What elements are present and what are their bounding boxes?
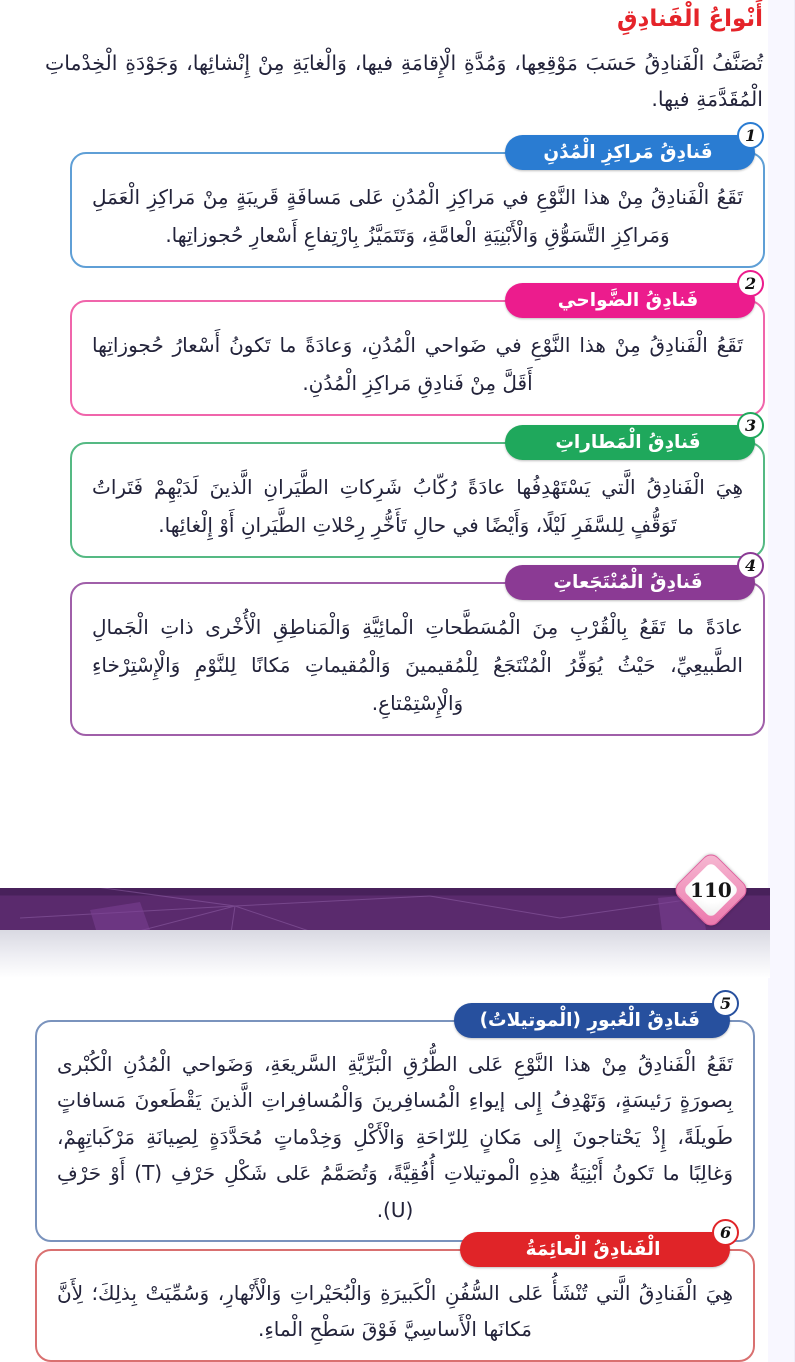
hotel-type-frame <box>70 582 765 736</box>
section-number-badge: 6 <box>712 1219 739 1246</box>
hotel-type-header <box>505 126 757 170</box>
page-number: 110 <box>690 878 732 902</box>
hotel-type-box-city-centers <box>70 126 765 268</box>
footer-banner-pattern <box>0 888 770 930</box>
hotel-type-body: تَقَعُ الْفَنادِقُ مِنْ هذا النَّوْعِ في مَراكِزِ الْمُدُنِ عَلى مَسافَةٍ قَريبَةٍ مِنْ مَراكِزِ الْعَمَلِ وَمَراكِزِ التَّسَوُّقِ وَالْأَبْنِيَةِ الْعامَّةِ، وَتَتَمَيَّزُ بِارْتِفاعِ أَسْعارِ حُجوزاتِها. <box>92 185 743 247</box>
hotel-type-box-motels <box>35 994 755 1242</box>
intro-paragraph: تُصَنَّفُ الْفَنادِقُ حَسَبَ مَوْقِعِها، وَمُدَّةِ الْإِقامَةِ فيها، وَالْغايَةِ مِنْ إِنْشائِها، وَجَوْدَةِ الْخِدْماتِ الْمُقَدَّمَةِ فيها. <box>45 51 763 111</box>
section-number-badge: 3 <box>737 412 764 439</box>
hotel-type-title: فَنادِقُ الْمُنْتَجَعاتِ <box>553 572 703 593</box>
page-title: أَنْواعُ الْفَنادِقِ <box>616 6 763 32</box>
hotel-type-title: فَنادِقُ مَراكِزِ الْمُدُنِ <box>543 142 713 163</box>
hotel-type-body: عادَةً ما تَقَعُ بِالْقُرْبِ مِنَ الْمُسَطَّحاتِ الْمائِيَّةِ وَالْمَناطِقِ الْأُخْرى ذاتِ الْجَمالِ الطَّبيعِيِّ، حَيْثُ يُوَفِّرُ الْمُنْتَجَعُ لِلْمُقيمينَ وَالْمُقيماتِ مَكانًا لِلنَّوْمِ وَالْإِسْتِرْخاءِ وَالْإِسْتِمْتاعِ. <box>92 615 743 715</box>
section-number-badge: 5 <box>712 990 739 1017</box>
footer-banner <box>0 888 770 930</box>
section-number-badge: 1 <box>737 122 764 149</box>
hotel-type-body: تَقَعُ الْفَنادِقُ مِنْ هذا النَّوْعِ في ضَواحي الْمُدُنِ، وَعادَةً ما تَكونُ أَسْعارُ حُجوزاتِها أَقَلَّ مِنْ فَنادِقِ مَراكِزِ الْمُدُنِ. <box>92 333 743 395</box>
section-number-badge: 2 <box>737 270 764 297</box>
hotel-type-header <box>505 416 757 460</box>
hotel-type-box-floating <box>35 1223 755 1362</box>
section-number-badge: 4 <box>737 552 764 579</box>
hotel-type-header <box>505 274 757 318</box>
hotel-type-body: تَقَعُ الْفَنادِقُ مِنْ هذا النَّوْعِ عَلى الطُّرُقِ الْبَرِّيَّةِ السَّريعَةِ، وَضَواحي الْمُدُنِ الْكُبْرى بِصورَةٍ رَئيسَةٍ، وَتَهْدِفُ إِلى إيواءِ الْمُسافِرينَ وَالْمُسافِراتِ الَّذينَ يَقْطَعونَ مَسافاتٍ طَويلَةً، إِذْ يَحْتاجونَ إِلى مَكانٍ لِلرّاحَةِ وَالْأَكْلِ وَخِدْماتٍ مُحَدَّدَةٍ لِصِيانَةِ مَرْكَباتِهِمْ، وَغالِبًا ما تَكونُ أَبْنِيَةُ هذِهِ الْموتيلاتِ أُفُقِيَّةً، وَتُصَمَّمُ عَلى شَكْلِ حَرْفِ (T) أَوْ حَرْفِ (U). <box>57 1052 733 1222</box>
hotel-type-header <box>460 1223 732 1267</box>
page-break-shadow <box>0 930 770 978</box>
hotel-type-header <box>505 556 757 600</box>
hotel-type-body: هِيَ الْفَنادِقُ الَّتي يَسْتَهْدِفُها عادَةً رُكّابُ شَرِكاتِ الطَّيَرانِ الَّذينَ لَدَيْهِمْ فَتَراتُ تَوَقُّفٍ لِلسَّفَرِ لَيْلًا، وَأَيْضًا في حالِ تَأَخُّرِ رِحْلاتِ الطَّيَرانِ أَوْ إِلْغائِها. <box>92 475 743 537</box>
hotel-type-box-airports <box>70 416 765 558</box>
hotel-type-box-suburbs <box>70 274 765 416</box>
page-margin-strip <box>768 0 795 1362</box>
hotel-type-title: فَنادِقُ الْمَطاراتِ <box>555 432 701 453</box>
hotel-type-header <box>454 994 732 1038</box>
hotel-type-title: فَنادِقُ الضَّواحي <box>557 290 699 311</box>
hotel-type-title: فَنادِقُ الْعُبورِ (الْموتيلاتُ) <box>479 1010 700 1031</box>
hotel-type-title: الْفَنادِقُ الْعائِمَةُ <box>525 1239 661 1260</box>
hotel-type-frame <box>35 1020 755 1242</box>
page-number-inner <box>683 862 740 919</box>
hotel-type-box-resorts <box>70 556 765 736</box>
hotel-type-body: هِيَ الْفَنادِقُ الَّتي تُنْشَأُ عَلى السُّفُنِ الْكَبيرَةِ وَالْبُحَيْراتِ وَالْأَنْهارِ، وَسُمِّيَتْ بِذلِكَ؛ لِأَنَّ مَكانَها الْأَساسِيَّ فَوْقَ سَطْحِ الْماءِ. <box>57 1281 733 1342</box>
